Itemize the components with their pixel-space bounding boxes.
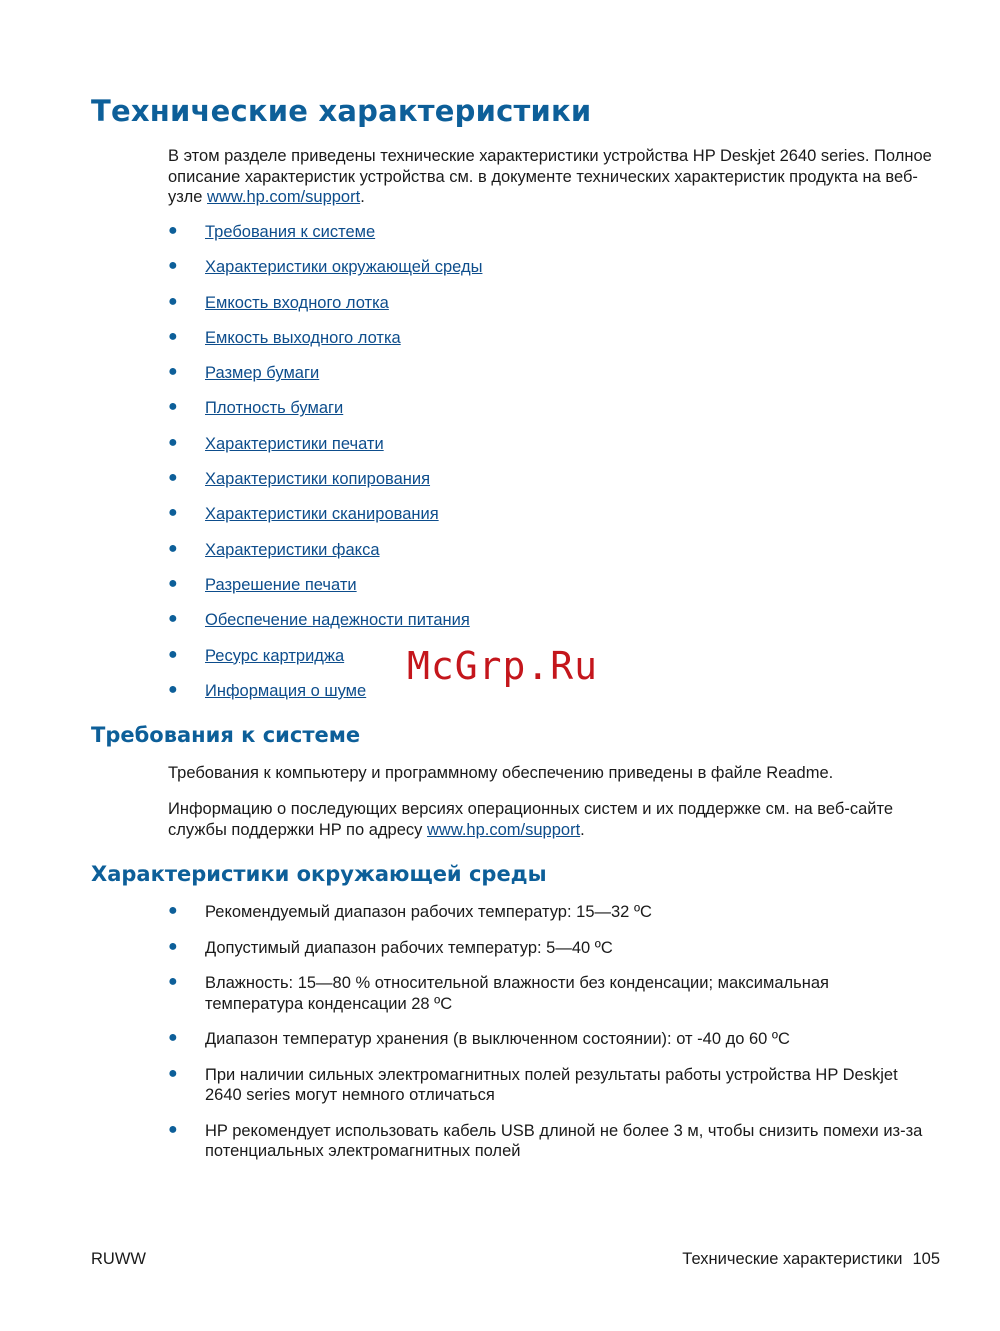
toc-link[interactable]: Характеристики копирования — [205, 470, 431, 489]
toc-item — [168, 257, 938, 292]
system-p2-tail: . — [580, 820, 585, 839]
intro-support-link[interactable]: www.hp.com/support — [207, 188, 361, 206]
toc-item — [168, 610, 938, 645]
toc-item — [168, 328, 938, 363]
env-item-text: Диапазон температур хранения (в выключенном состоянии): от -40 до 60 ºC — [205, 1030, 790, 1048]
toc-item — [168, 575, 938, 610]
toc-item — [168, 293, 938, 328]
bullet-icon: ● — [168, 504, 178, 522]
toc-link[interactable]: Характеристики окружающей среды — [205, 258, 483, 277]
system-p2-text: Информацию о последующих версиях операционных систем и их поддержке см. на веб-сайте службы поддержки HP по адресу — [168, 800, 894, 839]
toc-link[interactable]: Разрешение печати — [205, 575, 357, 594]
bullet-icon: ● — [168, 1120, 178, 1138]
bullet-icon: ● — [168, 574, 178, 592]
toc-link[interactable]: Информация о шуме — [205, 681, 367, 700]
bullet-icon: ● — [168, 937, 178, 955]
bullet-icon: ● — [168, 902, 178, 919]
toc-list — [168, 222, 938, 716]
bullet-icon: ● — [168, 433, 178, 451]
toc-link[interactable]: Ресурс картриджа — [205, 646, 345, 665]
environment-list — [168, 902, 928, 1177]
watermark-logo: McGrp.Ru — [407, 644, 599, 688]
intro-paragraph — [168, 146, 938, 208]
page-number: 105 — [912, 1250, 940, 1268]
env-item — [168, 1065, 928, 1106]
system-paragraph-1: Требования к компьютеру и программному обеспечению приведены в файле Readme. — [168, 764, 834, 782]
bullet-icon: ● — [168, 973, 178, 990]
env-item — [168, 1029, 928, 1050]
section-heading-system: Требования к системе — [91, 723, 361, 747]
bullet-icon: ● — [168, 469, 178, 487]
toc-item — [168, 504, 938, 539]
env-item-text: Допустимый диапазон рабочих температур: 5—40 ºC — [205, 938, 613, 957]
toc-item — [168, 222, 938, 257]
toc-link[interactable]: Характеристики факса — [205, 540, 380, 559]
toc-link[interactable]: Обеспечение надежности питания — [205, 611, 470, 630]
env-item — [168, 1121, 928, 1162]
toc-link[interactable]: Требования к системе — [205, 223, 376, 241]
bullet-icon: ● — [168, 292, 178, 310]
toc-item — [168, 469, 938, 504]
system-paragraph-2 — [168, 799, 913, 840]
bullet-icon: ● — [168, 680, 178, 698]
bullet-icon: ● — [168, 645, 178, 663]
toc-link[interactable]: Характеристики сканирования — [205, 505, 439, 524]
toc-link[interactable]: Размер бумаги — [205, 364, 320, 383]
toc-link[interactable]: Плотность бумаги — [205, 399, 344, 418]
bullet-icon: ● — [168, 327, 178, 345]
page-title: Технические характеристики — [91, 94, 592, 128]
intro-text: В этом разделе приведены технические характеристики устройства HP Deskjet 2640 series. Полное описание характеристик устройства см. в документе технических характеристик продукта на веб-узле — [168, 147, 932, 206]
toc-item — [168, 434, 938, 469]
toc-item — [168, 540, 938, 575]
section-heading-environment: Характеристики окружающей среды — [91, 862, 547, 886]
bullet-icon: ● — [168, 257, 178, 275]
bullet-icon: ● — [168, 610, 178, 628]
toc-link[interactable]: Характеристики печати — [205, 434, 384, 453]
bullet-icon: ● — [168, 398, 178, 416]
bullet-icon: ● — [168, 1064, 178, 1082]
footer-left: RUWW — [91, 1250, 146, 1268]
toc-item — [168, 398, 938, 433]
env-item — [168, 973, 928, 1014]
toc-link[interactable]: Емкость выходного лотка — [205, 328, 401, 347]
toc-link[interactable]: Емкость входного лотка — [205, 293, 389, 312]
bullet-icon: ● — [168, 222, 178, 239]
bullet-icon: ● — [168, 363, 178, 381]
env-item-text: Влажность: 15—80 % относительной влажности без конденсации; максимальная температура конденсации 28 ºC — [205, 974, 829, 1013]
intro-tail: . — [360, 188, 365, 206]
env-item — [168, 938, 928, 959]
bullet-icon: ● — [168, 1029, 178, 1046]
system-support-link[interactable]: www.hp.com/support — [427, 820, 581, 839]
footer-section-title: Технические характеристики — [682, 1250, 903, 1268]
footer-right — [682, 1250, 940, 1269]
bullet-icon: ● — [168, 539, 178, 557]
toc-item — [168, 363, 938, 398]
env-item — [168, 902, 928, 923]
env-item-text: Рекомендуемый диапазон рабочих температур: 15—32 ºC — [205, 903, 652, 921]
env-item-text: HP рекомендует использовать кабель USB длиной не более 3 м, чтобы снизить помехи из-за потенциальных электромагнитных полей — [205, 1121, 923, 1160]
env-item-text: При наличии сильных электромагнитных полей результаты работы устройства HP Deskjet 2640 series могут немного отличаться — [205, 1065, 898, 1104]
